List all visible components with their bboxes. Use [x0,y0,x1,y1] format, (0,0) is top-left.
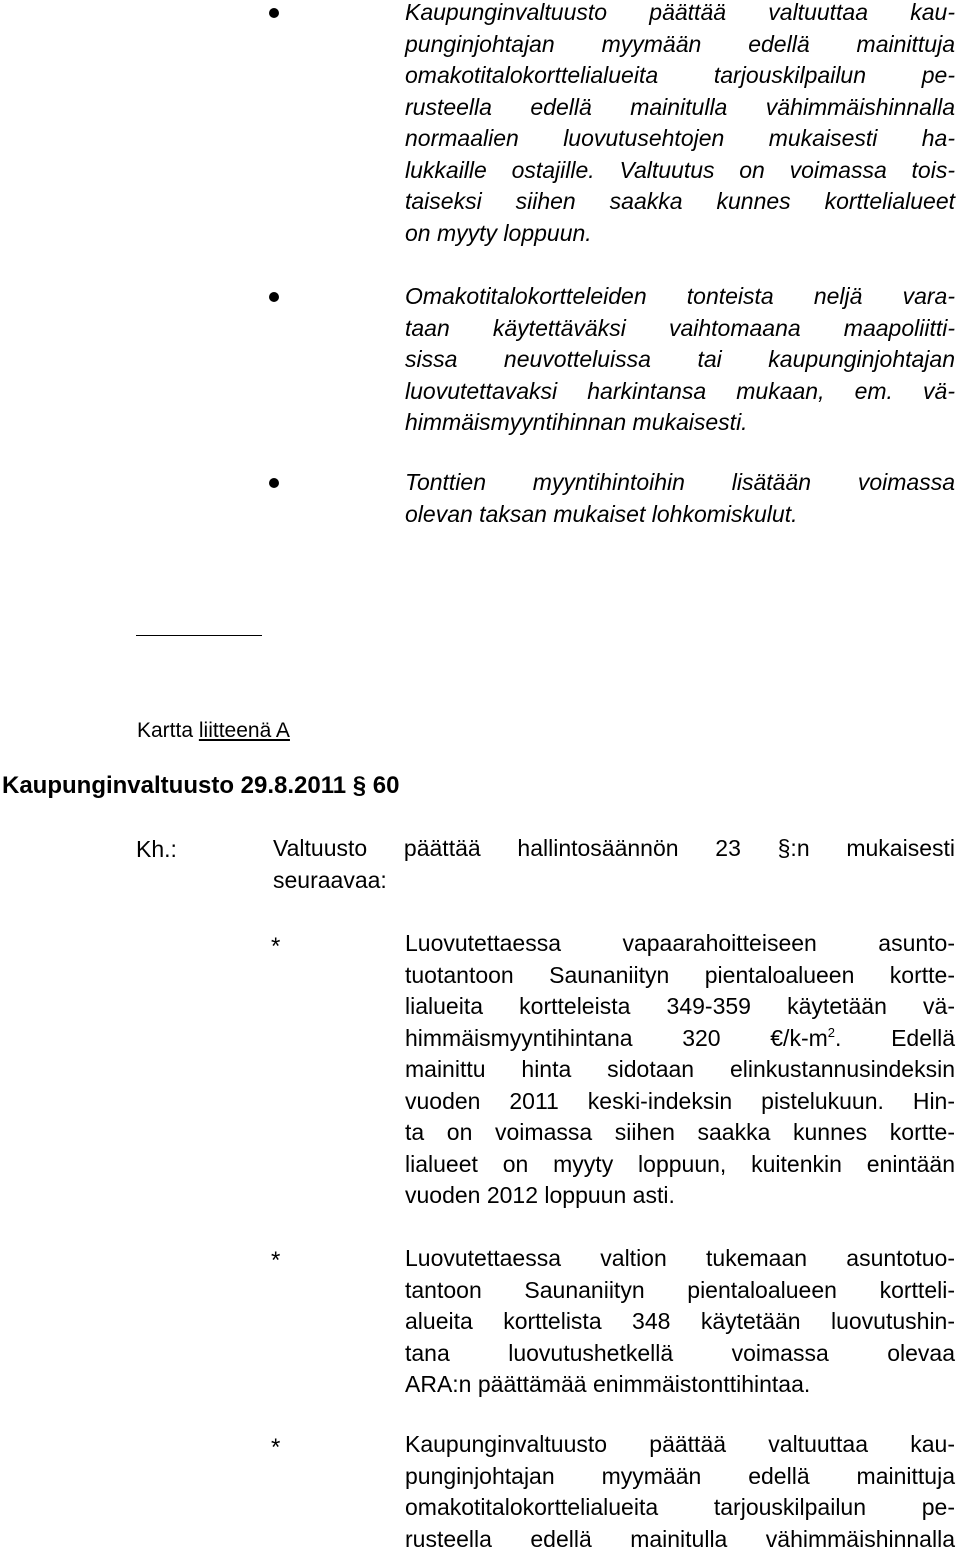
bullet-marker [269,8,279,18]
bullet-paragraph-1 [405,0,955,249]
text-line: punginjohtajan myymään edellä mainittuja [405,1461,955,1493]
text-line: olevan taksan mukaiset lohkomiskulut. [405,499,955,531]
text-line: rusteella edellä mainitulla vähimmäishinnalla [405,92,955,124]
text-line: on myyty loppuun. [405,218,955,250]
text-line: lialueet on myyty loppuun, kuitenkin enintään [405,1149,955,1181]
text-line: sissa neuvotteluissa tai kaupunginjohtajan [405,344,955,376]
text-line: vuoden 2012 loppuun asti. [405,1180,955,1212]
text-line: himmäismyyntihinnan mukaisesti. [405,407,955,439]
text-line: tantoon Saunaniityn pientaloalueen kortteli- [405,1275,955,1307]
bullet-paragraph-3 [405,467,955,530]
text-line: Luovutettaessa vapaarahoitteiseen asunto- [405,928,955,960]
bullet-marker [269,478,279,488]
kh-label: Kh.: [136,834,177,865]
text-line: tuotantoon Saunaniityn pientaloalueen kortte- [405,960,955,992]
text-line: mainittu hinta sidotaan elinkustannusindeksin [405,1054,955,1086]
attachment-prefix: Kartta [137,719,199,742]
star-paragraph-1 [405,928,955,1212]
text-line: Omakotitalokortteleiden tonteista neljä vara- [405,281,955,313]
text-line: Valtuusto päättää hallintosäännön 23 §:n mukaisesti [273,833,955,865]
asterisk-marker: * [271,1245,280,1276]
text-line: Kaupunginvaltuusto päättää valtuuttaa kau- [405,1429,955,1461]
text-line: lialueita kortteleista 349-359 käytetään vä- [405,991,955,1023]
bullet-marker [269,292,279,302]
text-line: omakotitalokorttelialueita tarjouskilpailun pe- [405,1492,955,1524]
bullet-paragraph-2 [405,281,955,439]
decision-text [273,833,955,896]
meeting-heading: Kaupunginvaltuusto 29.8.2011 § 60 [2,771,399,801]
text-line: tana luovutushetkellä voimassa olevaa [405,1338,955,1370]
asterisk-marker: * [271,1432,280,1463]
separator-line [136,635,262,636]
text-line: vuoden 2011 keski-indeksin pistelukuun. Hin- [405,1086,955,1118]
text-line: normaalien luovutusehtojen mukaisesti ha- [405,123,955,155]
text-line: taiseksi siihen saakka kunnes korttelialueet [405,186,955,218]
text-line: Tonttien myyntihintoihin lisätään voimassa [405,467,955,499]
text-line: himmäismyyntihintana 320 $€/k-m^2$. Edellä [405,1023,955,1055]
superscript: 2 [828,1025,835,1040]
text-line: Luovutettaessa valtion tukemaan asuntotuo- [405,1243,955,1275]
text-line: punginjohtajan myymään edellä mainittuja [405,29,955,61]
text-line: rusteella edellä mainitulla vähimmäishinnalla [405,1524,955,1555]
text-line: seuraavaa: [273,865,955,897]
asterisk-marker: * [271,931,280,962]
attachment-note [137,718,290,744]
attachment-link[interactable]: liitteenä A [199,719,290,742]
text-line: Kaupunginvaltuusto päättää valtuuttaa kau- [405,0,955,29]
text-line: ARA:n päättämää enimmäistonttihintaa. [405,1369,955,1401]
star-paragraph-2 [405,1243,955,1401]
star-paragraph-3 [405,1429,955,1555]
text-line: omakotitalokorttelialueita tarjouskilpailun pe- [405,60,955,92]
text-line: alueita korttelista 348 käytetään luovutushin- [405,1306,955,1338]
text-line: taan käytettäväksi vaihtomaana maapoliitti- [405,313,955,345]
text-line: luovutettavaksi harkintansa mukaan, em. vä- [405,376,955,408]
text-line: lukkaille ostajille. Valtuutus on voimassa tois- [405,155,955,187]
text-line: ta on voimassa siihen saakka kunnes kortte- [405,1117,955,1149]
